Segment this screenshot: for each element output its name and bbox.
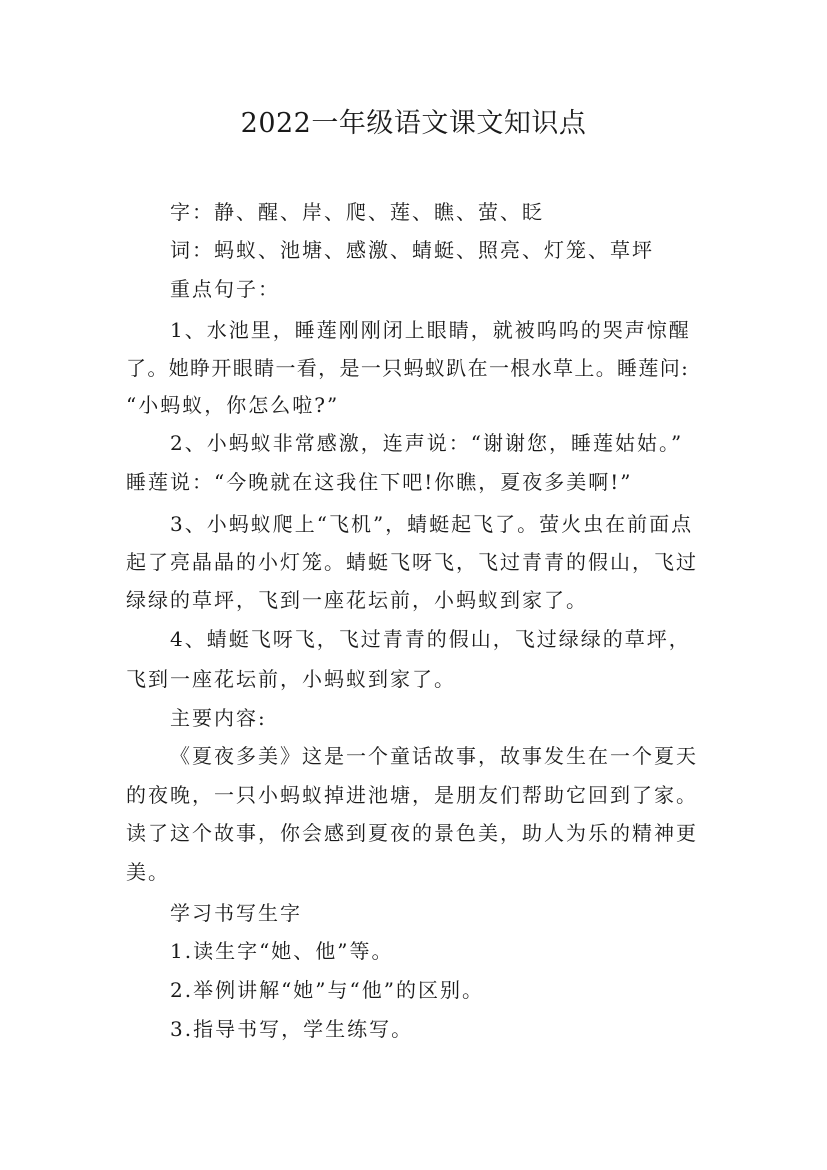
sentence-4-line-2: 飞到一座花坛前，小蚂蚁到家了。	[126, 667, 456, 691]
sentence-3-line-3: 绿绿的草坪，飞到一座花坛前，小蚂蚁到家了。	[126, 588, 588, 612]
sentence-2-line-2: 睡莲说：“今晚就在这我住下吧!你瞧，夏夜多美啊!”	[126, 470, 633, 494]
summary-line-1: 《夏夜多美》这是一个童话故事，故事发生在一个夏天	[170, 744, 698, 768]
summary-line-3: 读了这个故事，你会感到夏夜的景色美，助人为乐的精神更	[126, 821, 698, 845]
sentence-1-line-1: 1、水池里，睡莲刚刚闭上眼睛，就被呜呜的哭声惊醒	[170, 318, 691, 342]
summary-line-4: 美。	[126, 860, 170, 884]
writing-practice-heading: 学习书写生字	[170, 901, 302, 925]
sentence-1-line-2: 了。她睁开眼睛一看，是一只蚂蚁趴在一根水草上。睡莲问:	[126, 356, 690, 380]
summary-line-2: 的夜晚，一只小蚂蚁掉进池塘，是朋友们帮助它回到了家。	[126, 783, 698, 807]
sentence-2-line-1: 2、小蚂蚁非常感激，连声说：“谢谢您，睡莲姑姑。”	[170, 431, 684, 455]
key-sentences-heading: 重点句子：	[170, 277, 280, 301]
writing-step-1: 1.读生字“她、他”等。	[170, 939, 394, 963]
sentence-4-line-1: 4、蜻蜓飞呀飞，飞过青青的假山，飞过绿绿的草坪，	[170, 627, 691, 651]
characters-line: 字：静、醒、岸、爬、莲、瞧、萤、眨	[170, 200, 544, 224]
words-line: 词：蚂蚁、池塘、感激、蜻蜓、照亮、灯笼、草坪	[170, 238, 654, 262]
sentence-3-line-1: 3、小蚂蚁爬上“飞机”，蜻蜓起飞了。萤火虫在前面点	[170, 512, 694, 536]
sentence-1-line-3: “小蚂蚁，你怎么啦?”	[126, 393, 340, 417]
document-title: 2022一年级语文课文知识点	[240, 108, 587, 139]
writing-step-3: 3.指导书写，学生练写。	[170, 1017, 414, 1041]
writing-step-2: 2.举例讲解“她”与“他”的区别。	[170, 978, 484, 1002]
main-content-heading: 主要内容:	[170, 706, 267, 730]
sentence-3-line-2: 起了亮晶晶的小灯笼。蜻蜓飞呀飞，飞过青青的假山，飞过	[126, 550, 698, 574]
